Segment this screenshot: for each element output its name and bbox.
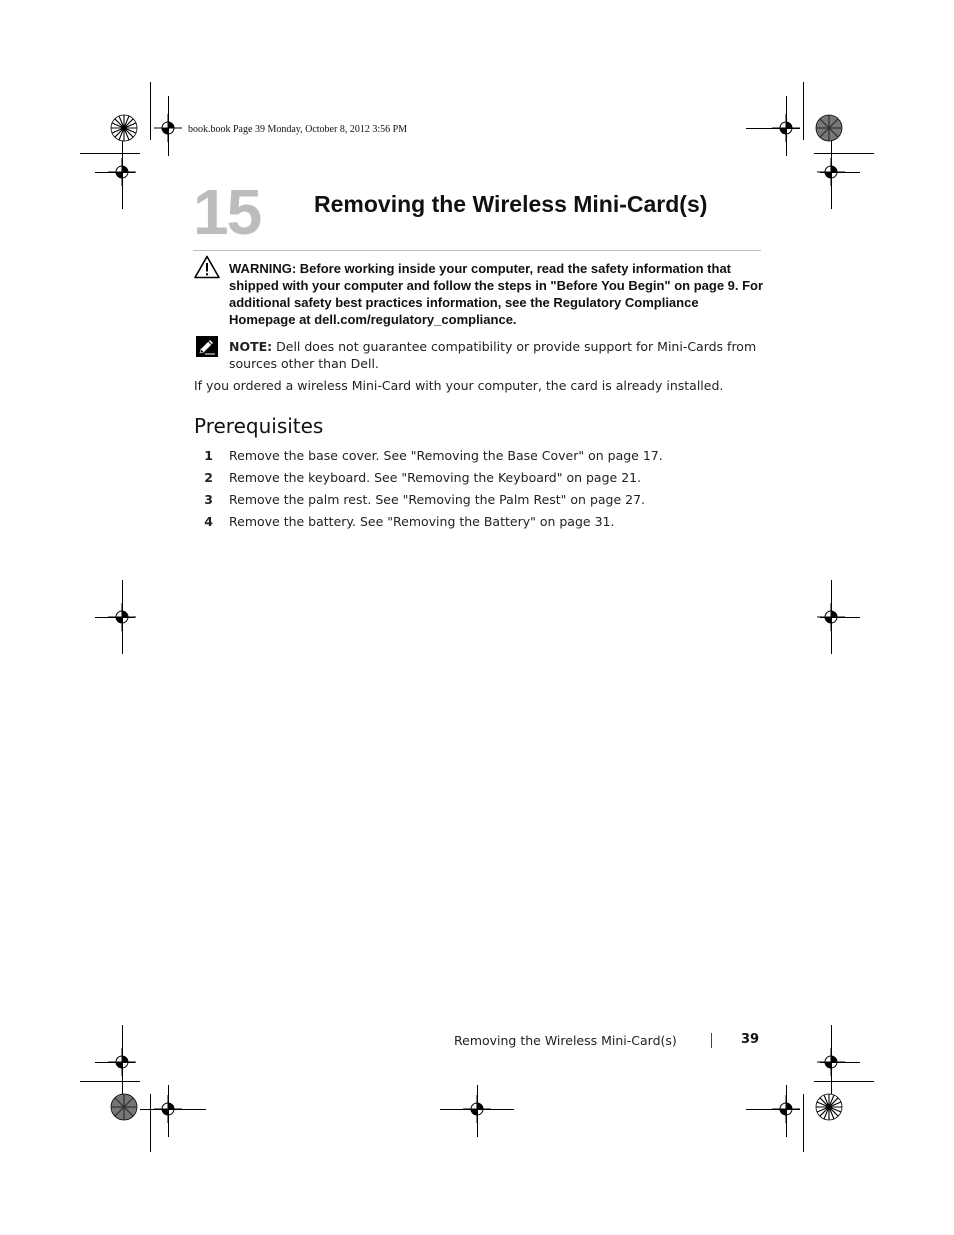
note-label: NOTE: — [229, 339, 273, 354]
crop-line — [786, 96, 787, 156]
step-text: Remove the keyboard. See "Removing the Keyboard" on page 21. — [229, 470, 642, 485]
crop-line — [477, 1085, 478, 1137]
crop-line — [95, 172, 135, 173]
step-number: 2 — [204, 470, 213, 485]
step-text: Remove the base cover. See "Removing the Base Cover" on page 17. — [229, 448, 663, 463]
warning-triangle-icon — [194, 255, 220, 279]
crop-line — [820, 1062, 860, 1063]
starburst-target-icon — [815, 114, 843, 142]
crop-line — [168, 1085, 169, 1137]
crop-line — [746, 128, 800, 129]
step-text: Remove the palm rest. See "Removing the Palm Rest" on page 27. — [229, 492, 646, 507]
chapter-number: 15 — [193, 176, 261, 248]
starburst-target-icon — [815, 1093, 843, 1121]
crop-line — [820, 617, 860, 618]
warning-text: WARNING: Before working inside your computer, read the safety information that shipped with your computer and follow the steps in "Before You Begin" on page 9. For additional safety best practices information, see the Regulatory Compliance Homepage at dell.com/regulatory_compliance. — [229, 261, 764, 327]
printer-header: book.book Page 39 Monday, October 8, 2012 3:56 PM — [188, 124, 408, 135]
crop-line — [168, 96, 169, 156]
footer-divider — [711, 1033, 712, 1048]
note-body: Dell does not guarantee compatibility or provide support for Mini-Cards from sources other than Dell. — [229, 339, 757, 371]
page-number: 39 — [741, 1032, 760, 1047]
step-text: Remove the battery. See "Removing the Battery" on page 31. — [229, 514, 615, 529]
step-number: 3 — [204, 492, 213, 507]
section-heading-prerequisites: Prerequisites — [194, 414, 324, 438]
step-number: 4 — [204, 514, 213, 529]
step-number: 1 — [204, 448, 213, 463]
list-item — [194, 492, 774, 512]
note-text — [229, 338, 764, 372]
list-item — [194, 470, 774, 490]
crop-line — [95, 617, 135, 618]
note-pencil-icon — [196, 336, 218, 357]
chapter-title: Removing the Wireless Mini-Card(s) — [314, 191, 708, 217]
title-divider — [193, 250, 761, 251]
crop-line — [95, 1062, 135, 1063]
list-item — [194, 448, 774, 468]
list-item — [194, 514, 774, 534]
starburst-target-icon — [110, 1093, 138, 1121]
starburst-target-icon — [110, 114, 138, 142]
crop-line — [820, 172, 860, 173]
crop-line — [786, 1085, 787, 1137]
crop-line — [140, 1109, 206, 1110]
crop-line — [746, 1109, 800, 1110]
footer-title: Removing the Wireless Mini-Card(s) — [454, 1033, 677, 1048]
intro-paragraph: If you ordered a wireless Mini-Card with your computer, the card is already installed. — [194, 378, 724, 393]
